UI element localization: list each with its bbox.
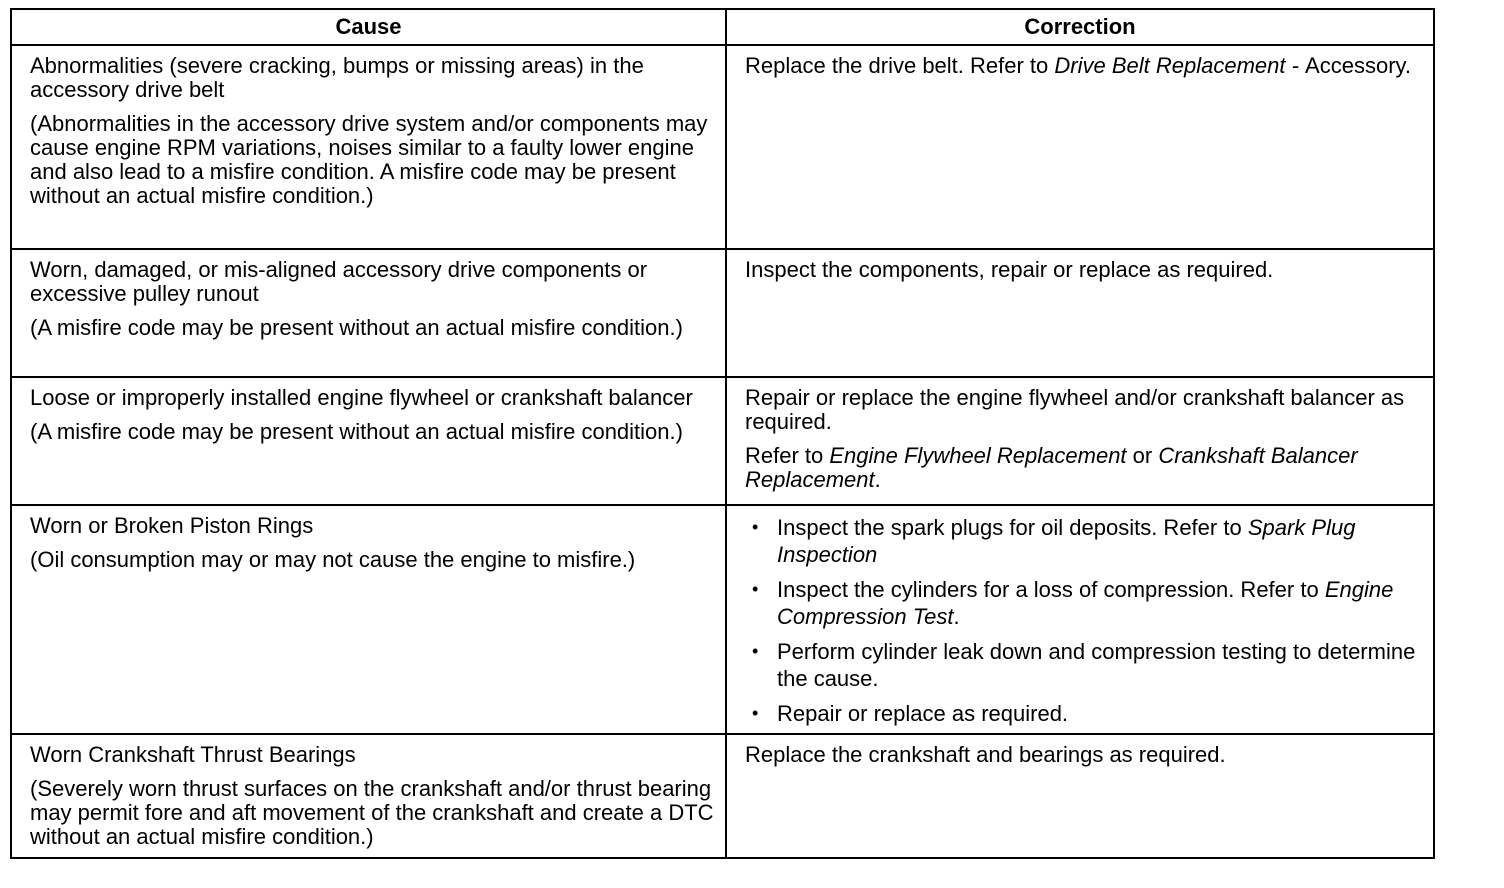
correction-cell <box>726 377 1434 505</box>
cause-cell <box>11 377 726 505</box>
bullet-icon: • <box>752 641 759 661</box>
cause-correction-table <box>10 8 1435 859</box>
bullet-text: Repair or replace as required. <box>777 701 1069 726</box>
cause-cell <box>11 45 726 249</box>
cause-note-text: (A misfire code may be present without an actual misfire condition.) <box>30 315 683 340</box>
list-item <box>752 638 1423 692</box>
table-row <box>11 377 1434 505</box>
correction-bullet-list <box>745 514 1423 727</box>
table-row <box>11 734 1434 858</box>
cause-main-text: Worn or Broken Piston Rings <box>30 513 314 538</box>
list-item <box>752 700 1423 727</box>
reference-link: Drive Belt Replacement - <box>1054 53 1306 78</box>
cause-note-text: (Severely worn thrust surfaces on the crankshaft and/or thrust bearing may permit fore and aft movement of the crankshaft and create a DTC without an actual misfire condition.) <box>30 776 714 849</box>
reference-link: Crankshaft Balancer Replacement <box>745 443 1358 492</box>
reference-link: Engine Flywheel Replacement <box>829 443 1127 468</box>
period: . <box>874 467 881 492</box>
cause-cell <box>11 249 726 377</box>
cause-main-text: Loose or improperly installed engine flywheel or crankshaft balancer <box>30 385 693 410</box>
cause-note-text: (A misfire code may be present without an actual misfire condition.) <box>30 419 683 444</box>
cause-main-text: Worn, damaged, or mis-aligned accessory drive components or excessive pulley runout <box>30 257 648 306</box>
cause-cell <box>11 505 726 734</box>
bullet-icon: • <box>752 703 759 723</box>
correction-cell <box>726 734 1434 858</box>
bullet-text: Inspect the spark plugs for oil deposits. Refer to <box>777 515 1248 540</box>
correction-plain: Replace the drive belt. Refer to <box>745 53 1055 78</box>
cause-main-text: Worn Crankshaft Thrust Bearings <box>30 742 356 767</box>
correction-text: Replace the crankshaft and bearings as required. <box>745 742 1226 767</box>
bullet-end: . <box>953 604 960 629</box>
list-item <box>752 576 1423 630</box>
bullet-text: Perform cylinder leak down and compression testing to determine the cause. <box>777 639 1416 691</box>
table-row <box>11 249 1434 377</box>
reference-link: Spark Plug Inspection <box>777 515 1356 567</box>
correction-cell <box>726 505 1434 734</box>
reference-link: Engine Compression Test <box>777 577 1394 629</box>
or-label: or <box>1126 443 1159 468</box>
correction-cell <box>726 45 1434 249</box>
correction-cell <box>726 249 1434 377</box>
table-row <box>11 45 1434 249</box>
header-correction: Correction <box>726 9 1434 45</box>
table-header <box>11 9 1434 45</box>
correction-text <box>745 54 1423 78</box>
correction-text: Inspect the components, repair or replace as required. <box>745 257 1274 282</box>
table-body <box>11 45 1434 858</box>
cause-main-text: Abnormalities (severe cracking, bumps or missing areas) in the accessory drive belt <box>30 53 644 102</box>
correction-reference <box>745 444 1423 492</box>
cause-cell <box>11 734 726 858</box>
header-row <box>11 9 1434 45</box>
cause-note-text: (Oil consumption may or may not cause the engine to misfire.) <box>30 547 636 572</box>
refer-to-label: Refer to <box>745 443 830 468</box>
header-cause: Cause <box>11 9 726 45</box>
bullet-icon: • <box>752 579 759 599</box>
cause-note-text: (Abnormalities in the accessory drive system and/or components may cause engine RPM variations, noises similar to a faulty lower engine and also lead to a misfire condition. A misfire code may be present without an actual misfire condition.) <box>30 111 708 208</box>
correction-text: Repair or replace the engine flywheel and/or crankshaft balancer as required. <box>745 385 1405 434</box>
correction-tail: Accessory. <box>1305 53 1411 78</box>
bullet-icon: • <box>752 517 759 537</box>
table-row <box>11 505 1434 734</box>
list-item <box>752 514 1423 568</box>
bullet-text: Inspect the cylinders for a loss of compression. Refer to <box>777 577 1325 602</box>
